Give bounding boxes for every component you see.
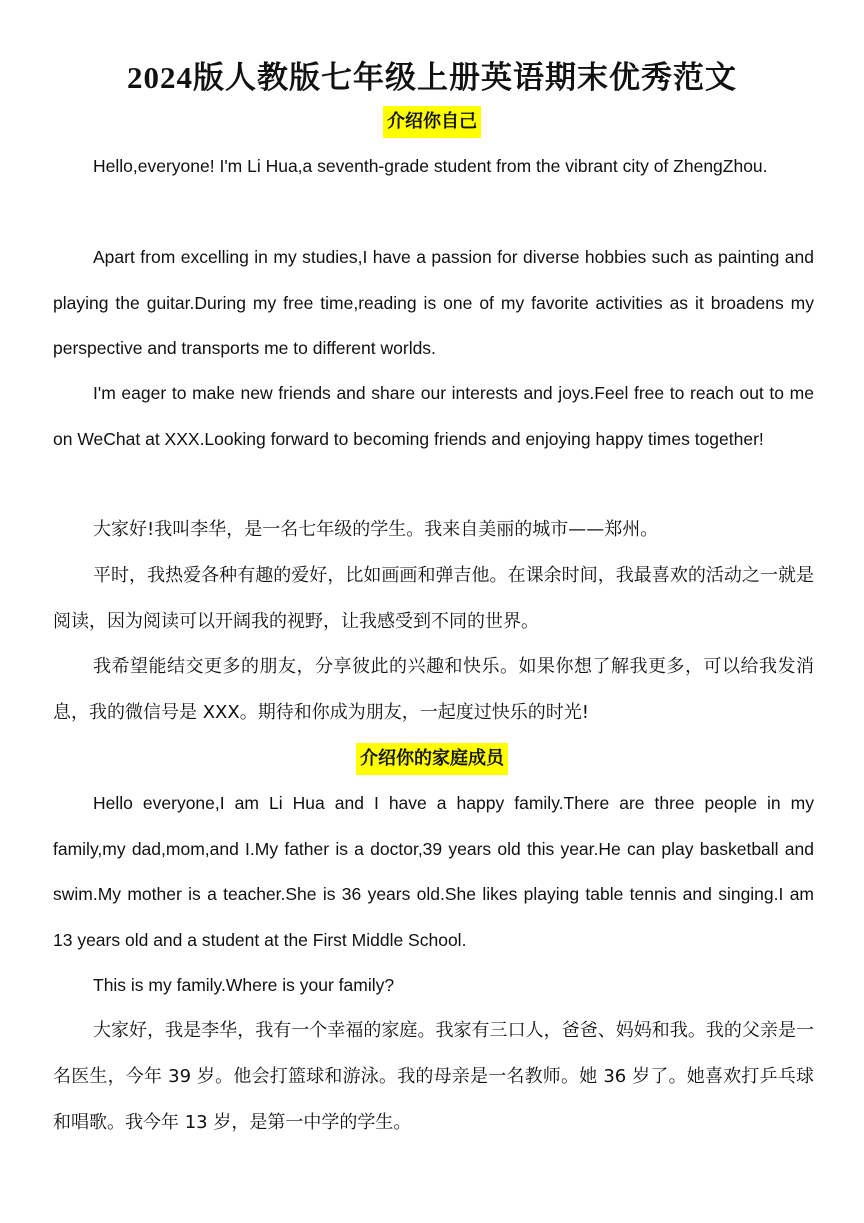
paragraph-zh-family: 大家好，我是李华，我有一个幸福的家庭。我家有三口人，爸爸、妈妈和我。我的父亲是一名医生，今年 39 岁。他会打篮球和游泳。我的母亲是一名教师。她 36 岁了。她喜欢打乒乓球和唱歌。我今年 13 岁，是第一中学的学生。	[53, 1020, 814, 1133]
paragraph-en-intro: Hello,everyone! I'm Li Hua,a seventh-grade student from the vibrant city of ZhengZhou.	[93, 156, 768, 176]
section-heading-family-wrap	[0, 743, 864, 775]
paragraph-zh-hobbies: 平时，我热爱各种有趣的爱好，比如画画和弹吉他。在课余时间，我最喜欢的活动之一就是阅读，因为阅读可以开阔我的视野，让我感受到不同的世界。	[53, 565, 814, 632]
paragraph-zh-friends: 我希望能结交更多的朋友，分享彼此的兴趣和快乐。如果你想了解我更多，可以给我发消息，我的微信号是 XXX。期待和你成为朋友，一起度过快乐的时光!	[53, 656, 814, 723]
section-heading-introduce-yourself: 介绍你自己	[383, 106, 481, 138]
paragraph-en-family: Hello everyone,I am Li Hua and I have a happy family.There are three people in my family,my dad,mom,and I.My father is a doctor,39 years old this year.He can play basketball and swim.My mother is a teacher.She is 36 years old.She likes playing table tennis and singing.I am 13 years old and a student at the First Middle School.	[53, 793, 814, 950]
section-heading-introduce-yourself-wrap	[0, 106, 864, 138]
paragraph-zh-intro: 大家好!我叫李华，是一名七年级的学生。我来自美丽的城市——郑州。	[93, 519, 659, 540]
paragraph-en-family-closing: This is my family.Where is your family?	[93, 975, 395, 995]
paragraph-en-hobbies: Apart from excelling in my studies,I have a passion for diverse hobbies such as painting and playing the guitar.During my free time,reading is one of my favorite activities as it broadens my perspective and transports me to different worlds.	[53, 247, 814, 358]
document-title: 2024版人教版七年级上册英语期末优秀范文	[127, 60, 737, 95]
paragraph-en-friends: I'm eager to make new friends and share our interests and joys.Feel free to reach out to me on WeChat at XXX.Looking forward to becoming friends and enjoying happy times together!	[53, 383, 814, 449]
section-heading-family: 介绍你的家庭成员	[356, 743, 508, 775]
